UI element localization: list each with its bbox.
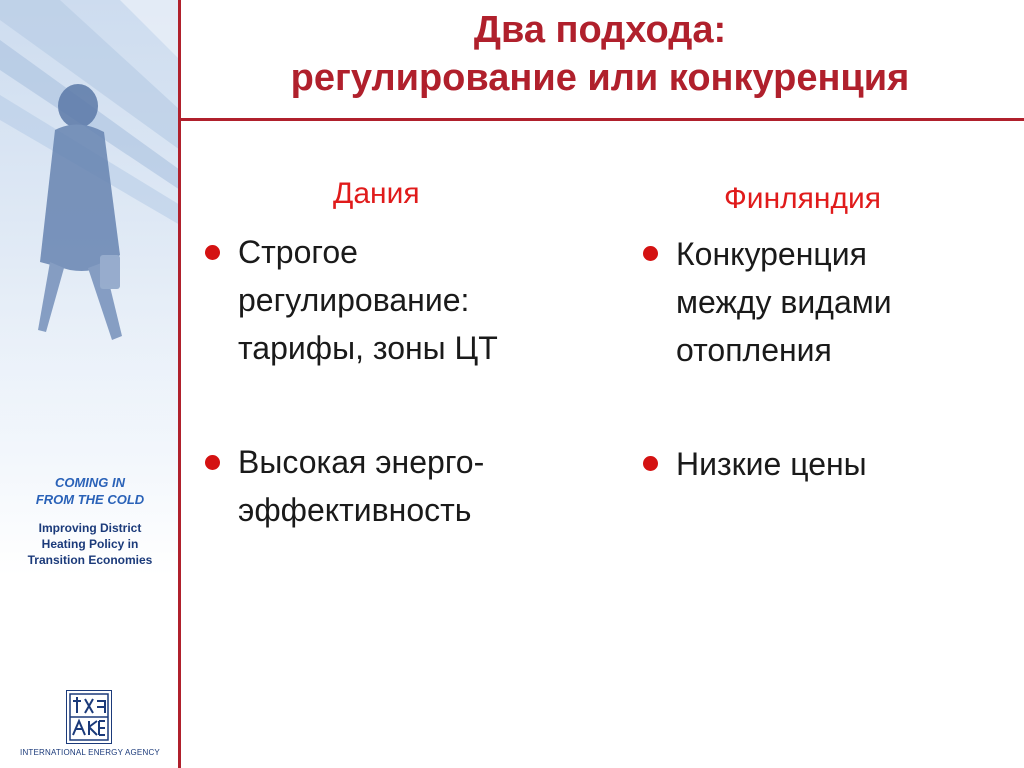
bullet-text-finland-1: [676, 230, 892, 374]
bullet-text-denmark-1: [238, 228, 498, 372]
bullet-line: регулирование:: [238, 282, 470, 318]
title-divider: [178, 118, 1024, 121]
bullet-icon: [643, 456, 658, 471]
tagline-heading: COMING IN FROM THE COLD: [35, 475, 145, 507]
bullet-icon: [205, 455, 220, 470]
bullet-icon: [643, 246, 658, 261]
column-heading-denmark: Дания: [333, 177, 420, 210]
bullet-text-denmark-2: [238, 438, 484, 534]
tagline-subtitle: Improving District Heating Policy in Transition Economies: [27, 521, 153, 567]
bullet-line: Высокая энерго-: [238, 444, 485, 480]
slide-title-line-1: Два подхода:: [473, 9, 727, 51]
slide-title: [190, 6, 1010, 102]
winter-photo: [0, 0, 180, 440]
bullet-icon: [205, 245, 220, 260]
bullet-line: тарифы, зоны ЦТ: [238, 330, 498, 366]
slide-title-line-2: регулирование или конкуренция: [290, 57, 910, 99]
bullet-line: между видами: [676, 284, 892, 320]
tagline: [0, 474, 180, 568]
iea-logo-icon: [66, 690, 112, 744]
column-heading-finland: Финляндия: [724, 182, 881, 215]
bullet-line: отопления: [676, 332, 832, 368]
sidebar: [0, 0, 180, 768]
bullet-text-finland-2: [676, 440, 867, 488]
bullet-line: эффективность: [238, 492, 472, 528]
bullet-line: Строгое: [238, 234, 358, 270]
sidebar-divider: [178, 0, 181, 768]
bullet-line: Низкие цены: [676, 446, 867, 482]
bullet-line: Конкуренция: [676, 236, 867, 272]
agency-name: INTERNATIONAL ENERGY AGENCY: [20, 748, 160, 757]
